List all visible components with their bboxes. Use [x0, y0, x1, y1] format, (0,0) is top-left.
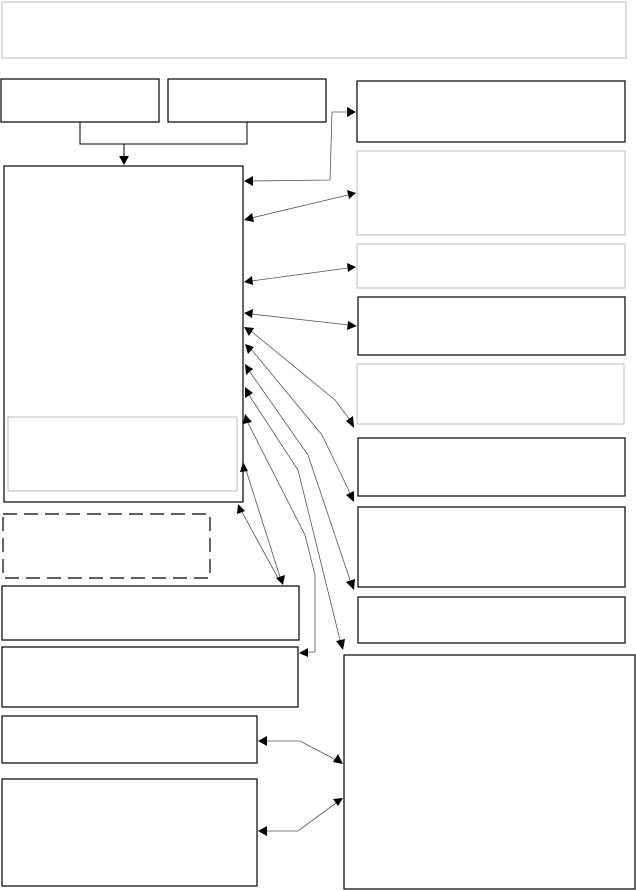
connector-central-bottom — [242, 512, 278, 578]
arrowhead — [258, 736, 267, 746]
right-box-2 — [357, 151, 625, 235]
arrowhead — [244, 276, 253, 285]
arrowhead — [243, 414, 252, 424]
connector-right-3 — [251, 268, 348, 281]
arrowhead — [244, 327, 254, 336]
bottom-left-box-4 — [2, 779, 257, 886]
connector-bottom-left-3 — [265, 741, 336, 760]
arrowhead — [347, 321, 357, 330]
input-box-a — [1, 79, 159, 122]
arrowhead — [299, 648, 308, 657]
connector-right-2 — [251, 195, 348, 218]
arrowhead — [245, 364, 253, 375]
connector-bottom-left-1 — [246, 470, 280, 577]
arrowhead — [258, 826, 267, 836]
header-banner — [2, 2, 626, 58]
arrowhead — [347, 107, 356, 117]
right-box-8 — [358, 597, 625, 643]
arrowhead — [333, 798, 343, 806]
dashed-note-box — [3, 514, 210, 578]
arrowhead — [244, 213, 254, 222]
connector-bottom-left-4 — [265, 803, 336, 831]
right-box-3 — [357, 244, 625, 288]
arrowhead — [237, 504, 245, 514]
bottom-right-large-box — [344, 655, 635, 889]
arrowhead — [245, 344, 254, 354]
input-merge-connector — [80, 122, 247, 144]
arrowhead — [346, 579, 355, 590]
bottom-left-box-3 — [2, 716, 257, 763]
bottom-left-box-1 — [2, 586, 299, 640]
arrowhead — [347, 190, 356, 199]
arrowhead — [245, 387, 253, 398]
input-box-b — [168, 79, 326, 122]
right-box-7 — [358, 507, 625, 587]
central-subpanel-box — [8, 417, 237, 491]
right-box-6 — [358, 438, 625, 496]
arrowhead — [347, 263, 356, 272]
right-box-1 — [357, 81, 625, 142]
right-box-5 — [357, 364, 624, 424]
right-box-4 — [358, 297, 625, 355]
arrowhead — [244, 309, 253, 318]
connector-right-7 — [250, 372, 350, 580]
arrowhead — [346, 416, 354, 428]
connector-right-5 — [251, 331, 350, 420]
connector-right-4 — [251, 314, 349, 325]
arrowhead — [244, 176, 253, 186]
bottom-left-box-2 — [2, 647, 298, 707]
arrowhead — [336, 639, 345, 650]
arrowhead — [119, 156, 129, 165]
